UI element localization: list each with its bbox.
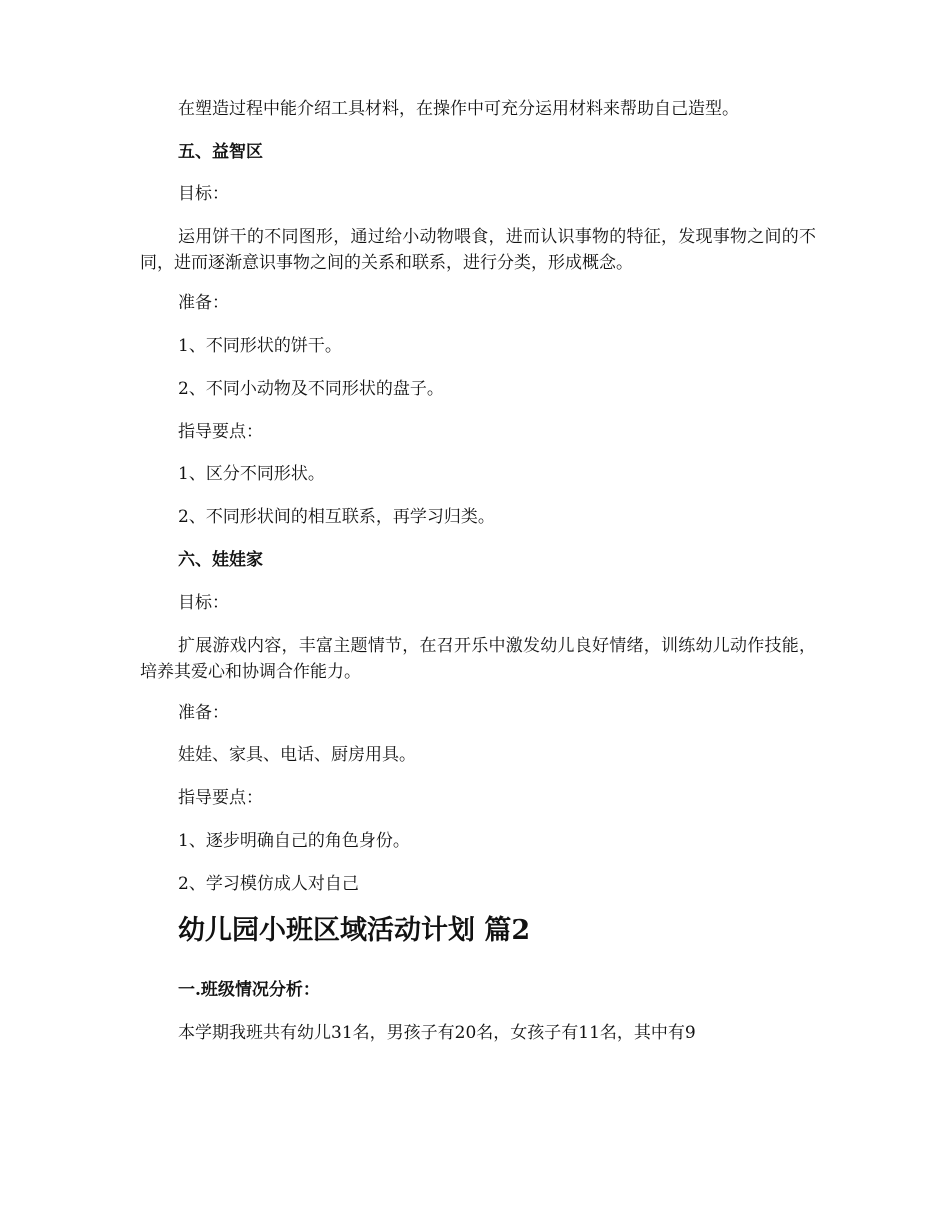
subsection-title-class-analysis: 一.班级情况分析：: [178, 980, 320, 1000]
part-heading: 幼儿园小班区域活动计划 篇2: [178, 915, 531, 946]
paragraph-intro: 在塑造过程中能介绍工具材料，在操作中可充分运用材料来帮助自己造型。: [178, 99, 739, 119]
guide-item-2: 2、不同形状间的相互联系，再学习归类。: [178, 507, 495, 527]
goal-label: 目标：: [178, 184, 229, 204]
prep-text: 娃娃、家具、电话、厨房用具。: [178, 745, 416, 765]
section-title-puzzle-area: 五、益智区: [178, 142, 263, 162]
section-title-doll-house: 六、娃娃家: [178, 550, 263, 570]
prep-label: 准备：: [178, 703, 229, 723]
guide-item-1: 1、逐步明确自己的角色身份。: [178, 831, 410, 851]
prep-label: 准备：: [178, 293, 229, 313]
goal-paragraph: 扩展游戏内容，丰富主题情节，在召开乐中激发幼儿良好情绪，训练幼儿动作技能，培养其爱心和协调合作能力。: [140, 636, 816, 682]
prep-item-1: 1、不同形状的饼干。: [178, 336, 342, 356]
goal-label: 目标：: [178, 593, 229, 613]
goal-paragraph: 运用饼干的不同图形，通过给小动物喂食，进而认识事物的特征，发现事物之间的不同，进而逐渐意识事物之间的关系和联系，进行分类，形成概念。: [140, 227, 816, 273]
guide-label: 指导要点：: [178, 422, 263, 442]
guide-item-2: 2、学习模仿成人对自己: [178, 874, 359, 894]
paragraph-class-info: 本学期我班共有幼儿31名，男孩子有20名，女孩子有11名，其中有9: [178, 1023, 696, 1043]
guide-label: 指导要点：: [178, 788, 263, 808]
guide-item-1: 1、区分不同形状。: [178, 464, 325, 484]
prep-item-2: 2、不同小动物及不同形状的盘子。: [178, 379, 444, 399]
